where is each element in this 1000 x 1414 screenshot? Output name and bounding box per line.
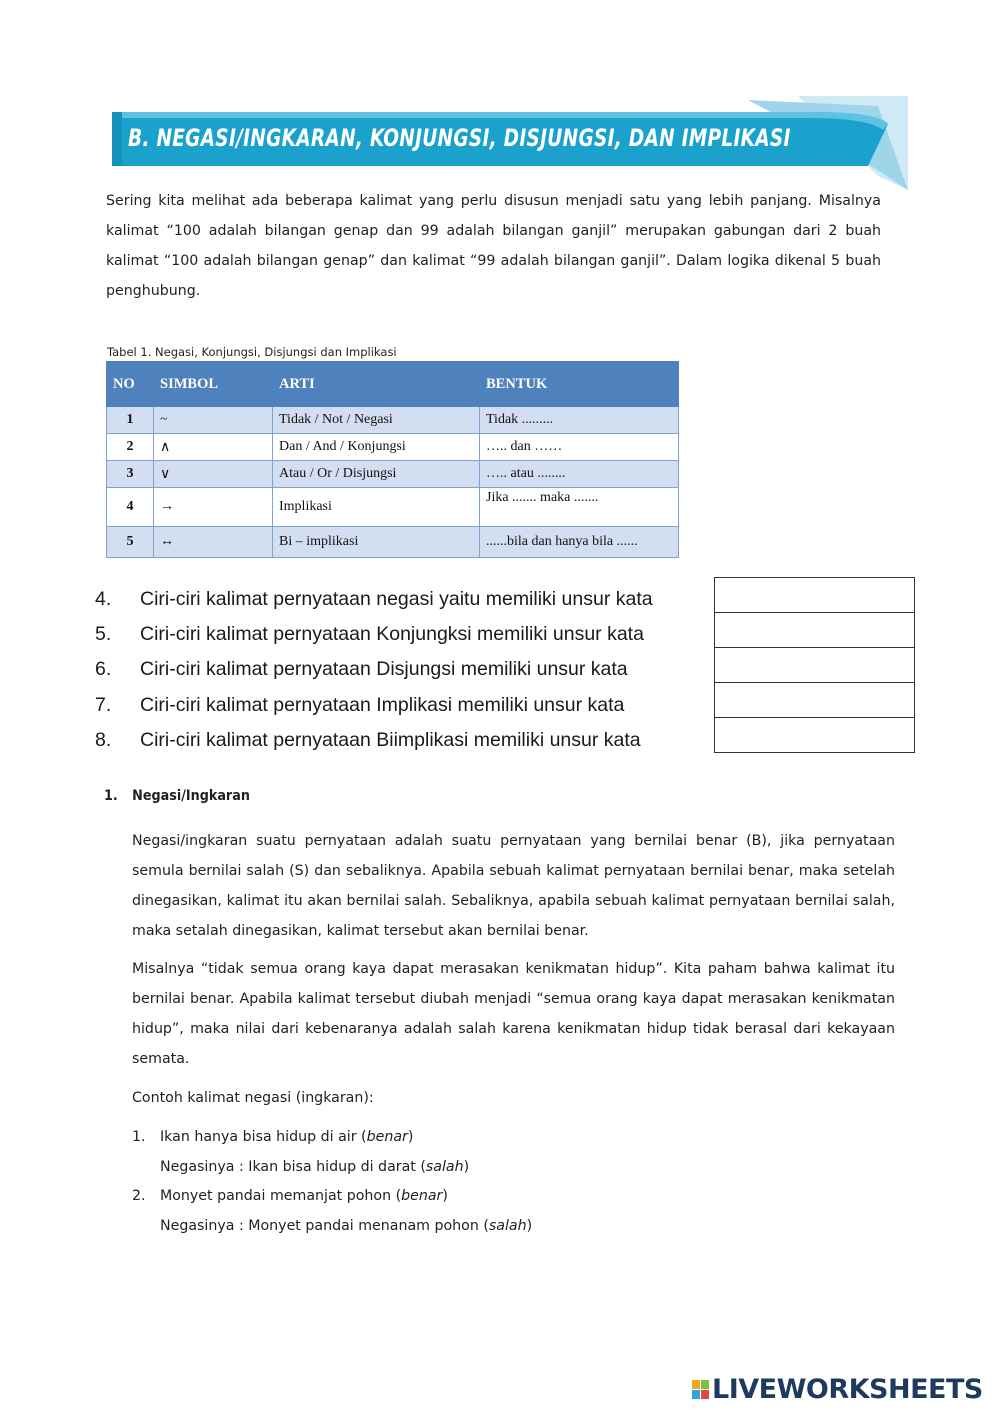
answer-input-8[interactable]: [714, 718, 915, 753]
cell-bentuk: ….. atau ........: [480, 461, 679, 488]
section-title: Negasi/Ingkaran: [132, 788, 250, 804]
table-row: [107, 461, 679, 488]
cell-bentuk: Jika ....... maka .......: [480, 488, 679, 527]
liveworksheets-logo: [692, 1374, 983, 1405]
logo-text: LIVEWORKSHEETS: [712, 1374, 983, 1405]
header-bentuk: BENTUK: [480, 362, 679, 407]
cell-no: 4: [107, 488, 154, 527]
question-item: [95, 723, 653, 758]
question-item: [95, 652, 653, 687]
header-no: NO: [107, 362, 154, 407]
cell-no: 2: [107, 434, 154, 461]
question-text: Ciri-ciri kalimat pernyataan Disjungsi memiliki unsur kata: [140, 658, 628, 681]
banner-title: B. NEGASI/INGKARAN, KONJUNGSI, DISJUNGSI, DAN IMPLIKASI: [128, 124, 791, 152]
example-number: 1.: [132, 1129, 146, 1145]
example-negation: Negasinya : Ikan bisa hidup di darat (salah): [160, 1158, 470, 1175]
question-text: Ciri-ciri kalimat pernyataan Konjungksi memiliki unsur kata: [140, 623, 644, 646]
cell-arti: Atau / Or / Disjungsi: [273, 461, 480, 488]
question-item: [95, 617, 653, 652]
cell-no: 5: [107, 527, 154, 558]
cell-bentuk: ......bila dan hanya bila ......: [480, 527, 679, 558]
answer-input-4[interactable]: [714, 577, 915, 613]
answer-input-5[interactable]: [714, 613, 915, 648]
cell-arti: Implikasi: [273, 488, 480, 527]
answer-boxes: [714, 577, 913, 753]
section-heading: [104, 788, 250, 804]
cell-symbol: ↔: [154, 527, 273, 558]
cell-bentuk: ….. dan ……: [480, 434, 679, 461]
question-number: 5.: [95, 623, 112, 646]
intro-paragraph: Sering kita melihat ada beberapa kalimat yang perlu disusun menjadi satu yang lebih panjang. Misalnya kalimat “100 adalah bilangan genap dan 99 adalah bilangan ganjil” merupakan gabungan dari 2 buah kalimat “100 adalah bilangan genap” dan kalimat “99 adalah bilangan ganjil”. Dalam logika dikenal 5 buah penghubung.: [106, 193, 881, 299]
question-item: [95, 582, 653, 617]
list-item: [132, 1182, 532, 1212]
cell-arti: Tidak / Not / Negasi: [273, 407, 480, 434]
connectives-table: [106, 361, 679, 558]
cell-no: 3: [107, 461, 154, 488]
logo-icon: [692, 1380, 709, 1399]
header-simbol: SIMBOL: [154, 362, 273, 407]
cell-bentuk: Tidak .........: [480, 407, 679, 434]
example-negation: Negasinya : Monyet pandai menanam pohon (salah): [160, 1217, 533, 1234]
answer-input-7[interactable]: [714, 683, 915, 718]
list-item: [132, 1123, 532, 1153]
table-caption: Tabel 1. Negasi, Konjungsi, Disjungsi dan Implikasi: [107, 345, 397, 359]
question-number: 8.: [95, 728, 112, 751]
question-text: Ciri-ciri kalimat pernyataan Implikasi memiliki unsur kata: [140, 693, 625, 716]
cell-symbol: ∧: [154, 434, 273, 461]
examples-intro: Contoh kalimat negasi (ingkaran):: [132, 1090, 374, 1106]
question-number: 6.: [95, 658, 112, 681]
example-number: 2.: [132, 1188, 146, 1204]
header-arti: ARTI: [273, 362, 480, 407]
cell-arti: Dan / And / Konjungsi: [273, 434, 480, 461]
question-item: [95, 688, 653, 723]
answer-input-6[interactable]: [714, 648, 915, 683]
example-statement: Monyet pandai memanjat pohon (benar): [160, 1188, 448, 1204]
question-number: 7.: [95, 693, 112, 716]
table-row: [107, 527, 679, 558]
table-row: [107, 488, 679, 527]
cell-symbol: →: [154, 488, 273, 527]
example-list: [132, 1123, 532, 1241]
question-number: 4.: [95, 588, 112, 611]
cell-no: 1: [107, 407, 154, 434]
table-row: [107, 407, 679, 434]
cell-symbol: ~: [154, 407, 273, 434]
table-header-row: [107, 362, 679, 407]
section-number: 1.: [104, 788, 118, 804]
question-text: Ciri-ciri kalimat pernyataan negasi yaitu memiliki unsur kata: [140, 588, 653, 611]
question-text: Ciri-ciri kalimat pernyataan Biimplikasi memiliki unsur kata: [140, 728, 641, 751]
negation-example-paragraph: Misalnya “tidak semua orang kaya dapat merasakan kenikmatan hidup”. Kita paham bahwa kalimat itu bernilai benar. Apabila kalimat tersebut diubah menjadi “semua orang kaya dapat merasakan kenikmatan hidup”, maka nilai dari kebenaranya adalah salah karena kenikmatan hidup tidak berasal dari kekayaan semata.: [132, 961, 895, 1067]
cell-symbol: ∨: [154, 461, 273, 488]
table-row: [107, 434, 679, 461]
negation-definition: Negasi/ingkaran suatu pernyataan adalah suatu pernyataan yang bernilai benar (B), jika pernyataan semula bernilai salah (S) dan sebaliknya. Apabila sebuah kalimat pernyataan bernilai benar, maka setelah dinegasikan, kalimat itu akan bernilai salah. Sebaliknya, apabila sebuah kalimat pernyataan bernilai salah, maka setalah dinegasikan, kalimat tersebut akan bernilai benar.: [132, 833, 895, 939]
question-list: [95, 582, 653, 758]
section-banner: [108, 94, 908, 190]
cell-arti: Bi – implikasi: [273, 527, 480, 558]
example-statement: Ikan hanya bisa hidup di air (benar): [160, 1129, 414, 1145]
